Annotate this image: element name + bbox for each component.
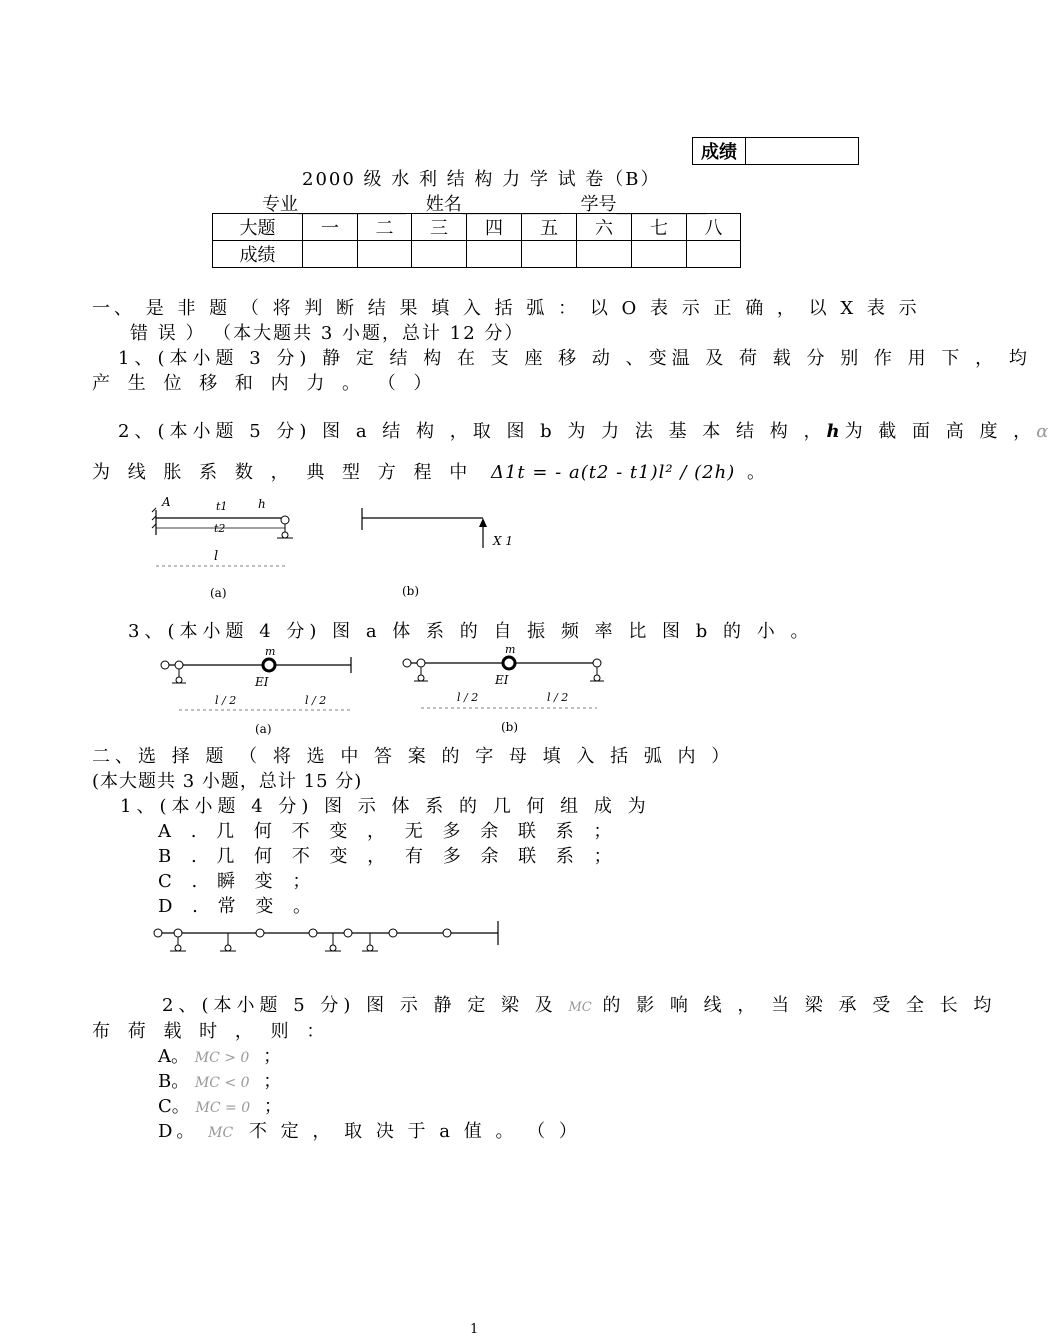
section2-heading: 二、选 择 题 （ 将 选 中 答 案 的 字 母 填 入 括 弧 内 ） <box>92 746 735 767</box>
fig3a-half1: l / 2 <box>215 694 237 707</box>
option-math: MC > 0 <box>194 1050 250 1066</box>
score-table-header-label: 大题 <box>213 214 303 241</box>
student-id-label: 学号 <box>580 194 617 215</box>
fig3a-EI: EI <box>255 675 269 689</box>
score-cell[interactable] <box>467 241 522 268</box>
s2-q2-text-cont: 布 荷 载 时 ， 则 ： <box>92 1021 331 1042</box>
score-cell[interactable] <box>522 241 577 268</box>
score-table-col: 二 <box>358 214 412 241</box>
s2-q1-option: C . 瞬 变 ； <box>158 871 318 892</box>
s2-q1-beam-figure <box>150 915 520 965</box>
s1-q2-text <box>118 417 1053 443</box>
option-math: MC = 0 <box>195 1100 251 1116</box>
s2-q1-option: B . 几 何 不 变 ， 有 多 余 联 系 ； <box>158 846 619 867</box>
score-box-label: 成绩 <box>693 138 746 165</box>
name-label: 姓名 <box>425 194 462 215</box>
s1-q2-text-a: 2、(本小题 5 分) 图 a 结 构 ，取 图 b 为 力 法 基 本 结 构 ， <box>118 421 827 442</box>
fig3b-m: m <box>505 643 516 656</box>
s2-q1-text: 1、(本小题 4 分) 图 示 体 系 的 几 何 组 成 为 <box>120 796 651 817</box>
s2-q1-option: D . 常 变 。 <box>158 896 319 917</box>
s2-q1-option: A . 几 何 不 变 ， 无 多 余 联 系 ； <box>158 821 619 842</box>
s1-q3-text: 3、(本小题 4 分) 图 a 体 系 的 自 振 频 率 比 图 b 的 小 。 <box>128 621 814 642</box>
section1-heading: 一、 是 非 题 （ 将 判 断 结 果 填 入 括 弧 ： 以 O 表 示 正 确 ， 以 X 表 示 <box>92 298 921 319</box>
major-label: 专业 <box>262 194 298 215</box>
score-box <box>692 137 859 165</box>
s1-q2-formula: Δ1t = - a(t2 - t1)l² / (2h) <box>490 462 736 483</box>
section1-heading-cont: 错 误 ） （本大题共 3 小题，总计 12 分） <box>130 323 525 344</box>
score-cell[interactable] <box>412 241 467 268</box>
fig-a-label-t2: t2 <box>214 522 226 535</box>
fig3b-half1: l / 2 <box>457 691 479 704</box>
student-id-blank[interactable]: __________ <box>616 194 707 215</box>
score-table-col: 六 <box>577 214 632 241</box>
s1-q1-text-cont: 产 生 位 移 和 内 力 。 （ ） <box>92 373 438 394</box>
fig-a-caption: (a) <box>210 586 227 600</box>
s1-q2-line2 <box>92 458 771 484</box>
score-cell[interactable] <box>632 241 687 268</box>
score-box-value[interactable] <box>746 138 859 165</box>
score-table-col: 八 <box>687 214 741 241</box>
s2-q2-option <box>158 1092 282 1118</box>
option-suffix: ； <box>263 1096 282 1117</box>
score-cell[interactable] <box>577 241 632 268</box>
s1-q2-h: h <box>826 421 845 442</box>
fig-a-label-t1: t1 <box>216 500 228 513</box>
s1-q3-figure <box>155 645 625 740</box>
option-prefix: B。 <box>158 1071 190 1092</box>
score-table-col: 四 <box>467 214 522 241</box>
fig-a-label-A: A <box>162 495 171 509</box>
option-prefix: D。 <box>158 1121 199 1142</box>
s1-q2-line2-text: 为 线 胀 系 数 ， 典 型 方 程 中 <box>92 462 474 483</box>
fig3a-m: m <box>265 645 276 658</box>
s2-q2-text <box>162 991 996 1017</box>
option-math: MC <box>208 1125 234 1141</box>
s1-q2-alpha: α <box>1036 421 1053 442</box>
score-cell[interactable] <box>303 241 358 268</box>
score-table-header-row <box>213 214 741 241</box>
fig-a-label-l: l <box>214 549 219 564</box>
fig3b-half2: l / 2 <box>547 691 569 704</box>
score-table <box>212 213 741 268</box>
fig-b-caption: (b) <box>402 584 420 598</box>
fig-a-label-h: h <box>258 497 266 511</box>
score-table-col: 五 <box>522 214 577 241</box>
fig3b-caption: (b) <box>501 720 519 734</box>
option-prefix: C。 <box>158 1096 190 1117</box>
score-table-score-row <box>213 241 741 268</box>
option-suffix: ； <box>263 1046 282 1067</box>
score-table-row-label: 成绩 <box>213 241 303 268</box>
s1-q2-figure <box>140 490 560 605</box>
score-table-col: 七 <box>632 214 687 241</box>
fig3a-half2: l / 2 <box>305 694 327 707</box>
s2-q2-mc: MC <box>568 1000 592 1015</box>
score-cell[interactable] <box>687 241 741 268</box>
score-cell[interactable] <box>358 241 412 268</box>
option-suffix: ； <box>263 1071 282 1092</box>
fig-b-label-x1: X 1 <box>493 534 513 548</box>
score-table-col: 一 <box>303 214 358 241</box>
s2-q2-option <box>158 1067 281 1093</box>
name-blank[interactable]: ___________ <box>461 194 561 215</box>
s1-q2-text-b: 为 截 面 高 度 ， <box>844 421 1037 442</box>
s2-q2-text-a: 2、(本小题 5 分) 图 示 静 定 梁 及 <box>162 995 558 1016</box>
s1-q2-end: 。 <box>746 462 771 483</box>
section2-heading-cont: (本大题共 3 小题，总计 15 分) <box>92 771 363 792</box>
s2-q2-text-b: 的 影 响 线 ， 当 梁 承 受 全 长 均 <box>602 995 997 1016</box>
option-math: MC < 0 <box>194 1075 250 1091</box>
page-number: 1 <box>470 1322 479 1337</box>
fig3a-caption: (a) <box>255 722 272 736</box>
s2-q2-option <box>158 1117 581 1143</box>
option-prefix: A。 <box>158 1046 189 1067</box>
option-suffix: 不 定 ， 取 决 于 a 值 。 （ ） <box>248 1121 581 1142</box>
s2-q2-option <box>158 1042 281 1068</box>
major-blank[interactable]: ____________ <box>298 194 406 215</box>
s1-q1-text: 1、(本小题 3 分) 静 定 结 构 在 支 座 移 动 、变温 及 荷 载 分 别 作 用 下 ， 均 <box>118 348 1032 369</box>
score-table-col: 三 <box>412 214 467 241</box>
fig3b-EI: EI <box>495 673 509 687</box>
page-title: 2000 级 水 利 结 构 力 学 试 卷（B） <box>302 169 661 190</box>
